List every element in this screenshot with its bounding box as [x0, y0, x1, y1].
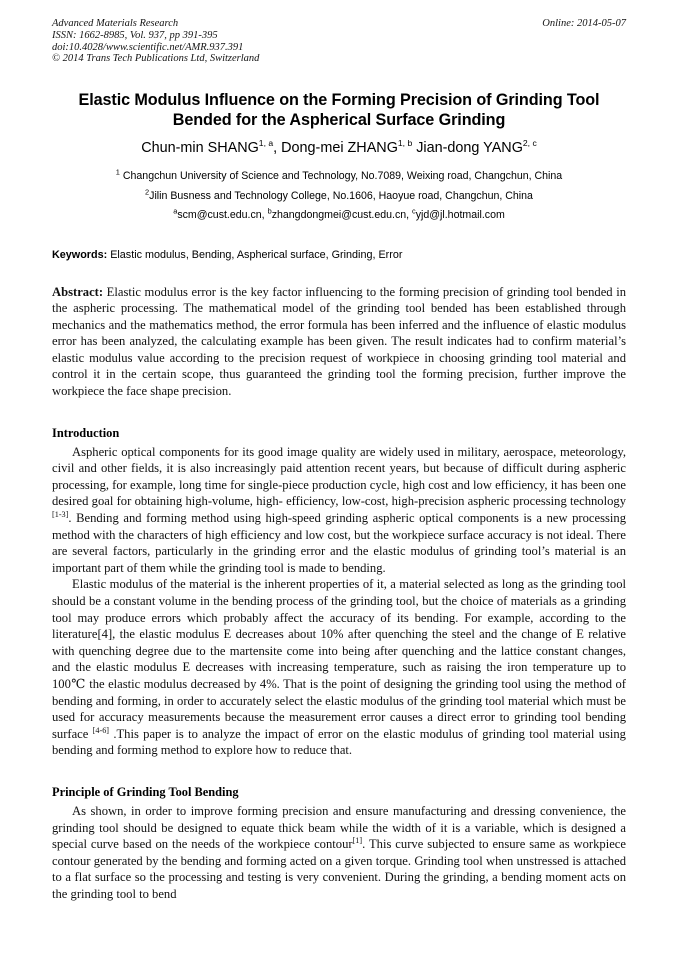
section-heading-introduction: Introduction [52, 425, 120, 440]
paragraph-introduction-2 [52, 576, 626, 759]
author-email-3: yjd@jl.hotmail.com [415, 209, 505, 221]
email-marker-a: a [173, 206, 178, 216]
keywords-value: Elastic modulus, Bending, Aspherical surface, Grinding, Error [107, 248, 403, 261]
author-affiliation-marker-1: 1, a [258, 138, 274, 149]
affiliation-marker-2: 2 [145, 186, 150, 196]
paragraph-text: As shown, in order to improve forming precision and ensure manufacturing and dressing convenience, the grinding tool should be designed to equate thick beam while the width of it is a variable, which is designed a special curve based on the needs of the workpiece contour [52, 803, 626, 852]
paragraph-text: Aspheric optical components for its good image quality are widely used in military, aerospace, meteorology, civil and other fields, it is also increasingly paid attention recent years, but because of difficult during aspheric processing, for example, long time for single-piece production cycle, high cost and low efficiency, it has been one desired goal for obtaining high-volume, high- efficiency, low-cost, high-precision aspheric processing technology [52, 444, 626, 509]
affiliation-marker-1: 1 [115, 167, 120, 177]
paragraph-principle-1 [52, 803, 626, 903]
journal-header-left [52, 18, 472, 65]
affiliation-2-text: Jilin Busness and Technology College, No.1606, Haoyue road, Changchun, China [149, 189, 533, 202]
email-marker-c: c [412, 206, 416, 216]
abstract-label: Abstract: [52, 284, 104, 299]
affiliation-1 [52, 167, 626, 187]
journal-copyright: © 2014 Trans Tech Publications Ltd, Switzerland [52, 53, 260, 65]
citation-reference: [1] [352, 835, 363, 845]
author-email-2: zhangdongmei@cust.edu.cn, [271, 209, 413, 221]
paragraph-introduction-1 [52, 444, 626, 577]
keywords-line [52, 248, 626, 262]
paragraph-text-cont: . This curve subjected to ensure same as workpiece contour generated by the bending and forming acted on a given torque. Grinding tool when unstressed is attached to a flat surface so the processing and testing is very convenient. During the grinding, a bending moment acts on the grinding tool to bend [52, 837, 626, 901]
author-email-list [52, 206, 626, 226]
citation-reference: [4-6] [92, 725, 110, 735]
title-line-1: Elastic Modulus Influence on the Forming Precision of Grinding Tool [78, 91, 600, 109]
paragraph-text-cont: . Bending and forming method using high-speed grinding aspheric optical components is a new processing method with the characters of high efficiency and low cost, but the workpiece surface accuracy is not ideal. There are several factors, particularly in the grinding error and the elastic modulus of grinding tool’s material is an important part of them while the grinding tool is made to bending. [52, 511, 626, 575]
paragraph-text: Elastic modulus of the material is the inherent properties of it, a material selected as long as the grinding tool should be a constant volume in the bending process of the grinding tool, but the choice of materials as a grinding tool may produce errors which probably affect the accuracy of its bending. For example, according to the literature[4], the elastic modulus E decreases about 10% after quenching the steel and the change of E relative with quenching degree due to the martensite come into being after quenching and the lattice constant changes, and the elastic modulus E decreases with increasing temperature, such as raising the iron temperature up to 100℃ the elastic modulus decreased by 4%. That is the point of designing the grinding tool using the method of bending and forming, in order to accurately select the elastic modulus of the grinding tool material which must be used for accuracy measurements because the measurement error causes a direct error to grinding tool bending surface [52, 577, 626, 741]
author-affiliation-marker-2: 1, b [397, 138, 413, 149]
journal-running-header [52, 18, 626, 80]
author-affiliation-marker-3: 2, c [522, 138, 537, 149]
journal-doi: doi:10.4028/www.scientific.net/AMR.937.391 [52, 41, 244, 53]
abstract-block [52, 284, 626, 400]
online-publication-date: Online: 2014-05-07 [542, 18, 626, 29]
abstract-text: Elastic modulus error is the key factor influencing to the forming precision of grinding tool bended in the aspheric processing. The mathematical model of the grinding tool bended has been established through mechanics and the mathematics method, the error formula has been inferred and the influence of elastic modulus error has been analyzed, the calculating example has been given. The result indicates had to confirm material’s elastic modulus value according to the precision request of workpiece in choosing grinding tool material and control it in the certain scope, thus guaranteed the grinding tool the forming precision, further improve the workpiece the face shape precision. [52, 284, 626, 399]
author-name-2: Dong-mei ZHANG [281, 140, 398, 156]
page-title [52, 90, 626, 130]
author-list [52, 139, 626, 157]
author-email-1: scm@cust.edu.cn, [177, 209, 268, 221]
title-line-2: Bended for the Aspherical Surface Grinding [172, 111, 506, 129]
affiliation-2 [52, 187, 626, 207]
email-marker-b: b [267, 206, 272, 216]
keywords-label: Keywords: [52, 248, 108, 261]
affiliation-list [52, 167, 626, 206]
paragraph-text-cont: .This paper is to analyze the impact of error on the elastic modulus of grinding tool material using bending and forming method to explore how to reduce that. [52, 726, 626, 758]
section-heading-principle: Principle of Grinding Tool Bending [52, 784, 239, 799]
journal-name: Advanced Materials Research [52, 18, 179, 29]
author-name-1: Chun-min SHANG [141, 140, 259, 156]
author-name-3: Jian-dong YANG [416, 140, 523, 156]
citation-reference: [1-3] [52, 509, 69, 519]
author-separator-1: , [273, 140, 282, 156]
affiliation-1-text: Changchun University of Science and Technology, No.7089, Weixing road, Changchun, China [119, 170, 563, 182]
journal-issn: ISSN: 1662-8985, Vol. 937, pp 391-395 [52, 29, 218, 41]
